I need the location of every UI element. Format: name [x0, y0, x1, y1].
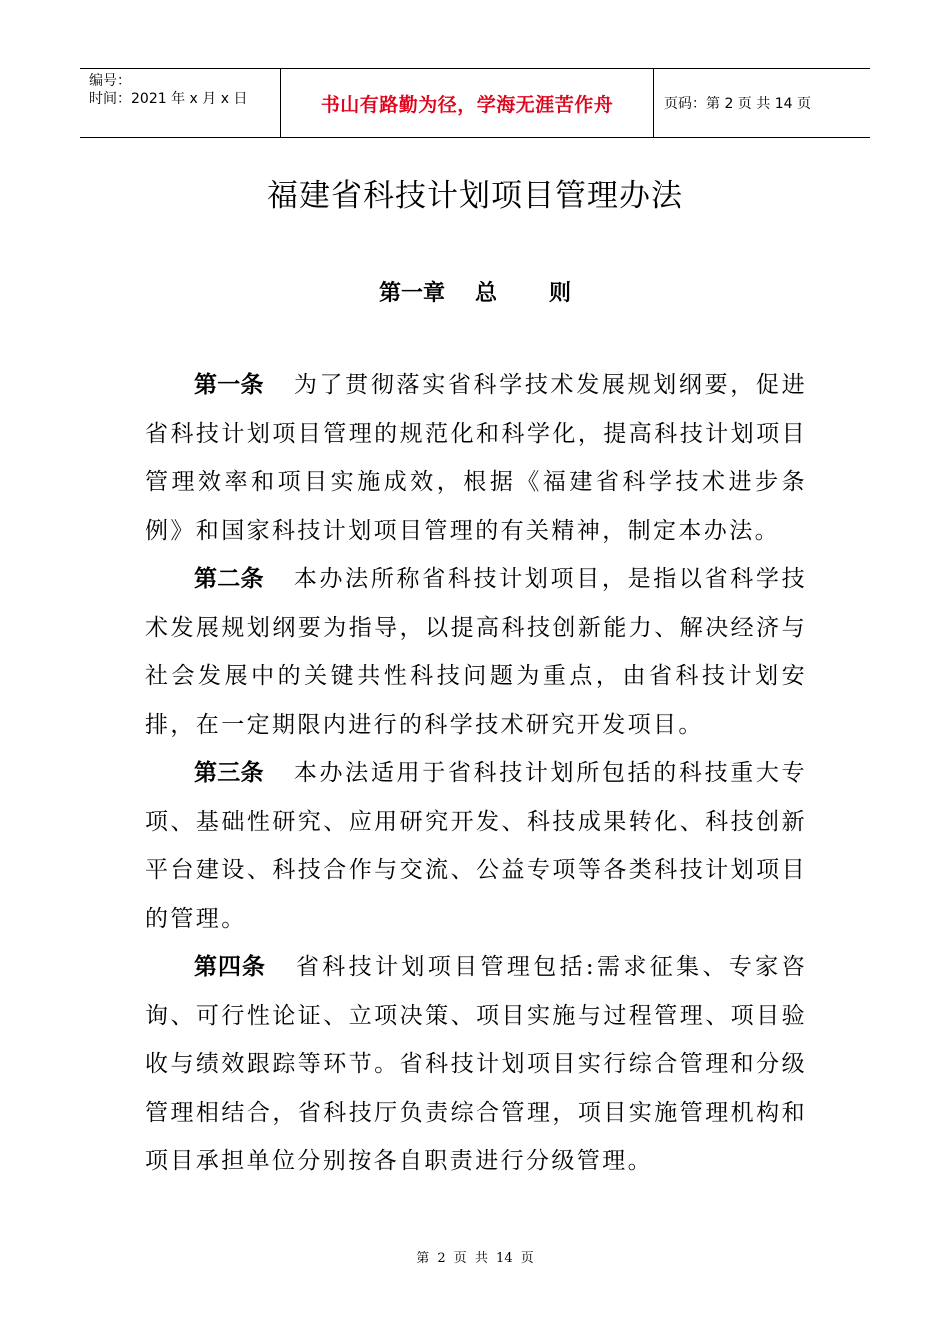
document-number-label: 编号：: [89, 73, 131, 89]
chapter-name-part-1: 总: [474, 281, 497, 306]
header-meta-cell: [80, 69, 281, 137]
article-heading: 第二条: [194, 566, 264, 592]
article-heading: 第一条: [194, 372, 264, 398]
page-footer: 第 2 页 共 14 页: [416, 1251, 534, 1266]
document-time-label: 时间：2021 年 x 月 x 日: [89, 91, 248, 107]
article-text: 本办法所称省科技计划项目，是指以省科学技术发展规划纲要为指导，以提高科技创新能力、解决经济与社会发展中的关键共性科技问题为重点，由省科技计划安排，在一定期限内进行的科学技术研究开发项目。: [145, 566, 808, 738]
article-heading: 第四条: [194, 954, 266, 980]
chapter-number: 第一章: [378, 281, 445, 306]
article-paragraph: [145, 555, 807, 749]
article-heading: 第三条: [194, 760, 264, 786]
header-motto: 书山有路勤为径，学海无涯苦作舟: [320, 93, 614, 116]
header-page-cell: [654, 69, 870, 137]
article-paragraph: [145, 749, 807, 943]
article-text: 省科技计划项目管理包括:需求征集、专家咨询、可行性论证、立项决策、项目实施与过程管理、项目验收与绩效跟踪等环节。省科技计划项目实行综合管理和分级管理相结合，省科技厅负责综合管理，项目实施管理机构和项目承担单位分别按各自职责进行分级管理。: [145, 954, 808, 1174]
header-motto-cell: [281, 69, 654, 137]
article-text: 本办法适用于省科技计划所包括的科技重大专项、基础性研究、应用研究开发、科技成果转化、科技创新平台建设、科技合作与交流、公益专项等各类科技计划项目的管理。: [145, 760, 808, 932]
document-body: [145, 361, 807, 1186]
document-title: 福建省科技计划项目管理办法: [267, 178, 683, 214]
article-paragraph: [145, 361, 807, 555]
article-paragraph: [145, 943, 807, 1186]
chapter-name-part-2: 则: [549, 281, 572, 306]
header-page-info: 页码：第 2 页 共 14 页: [664, 96, 811, 112]
chapter-heading: [0, 276, 950, 307]
document-header: [80, 68, 870, 138]
article-text: 为了贯彻落实省科学技术发展规划纲要，促进省科技计划项目管理的规范化和科学化，提高科技计划项目管理效率和项目实施成效，根据《福建省科学技术进步条例》和国家科技计划项目管理的有关精神，制定本办法。: [145, 372, 808, 544]
